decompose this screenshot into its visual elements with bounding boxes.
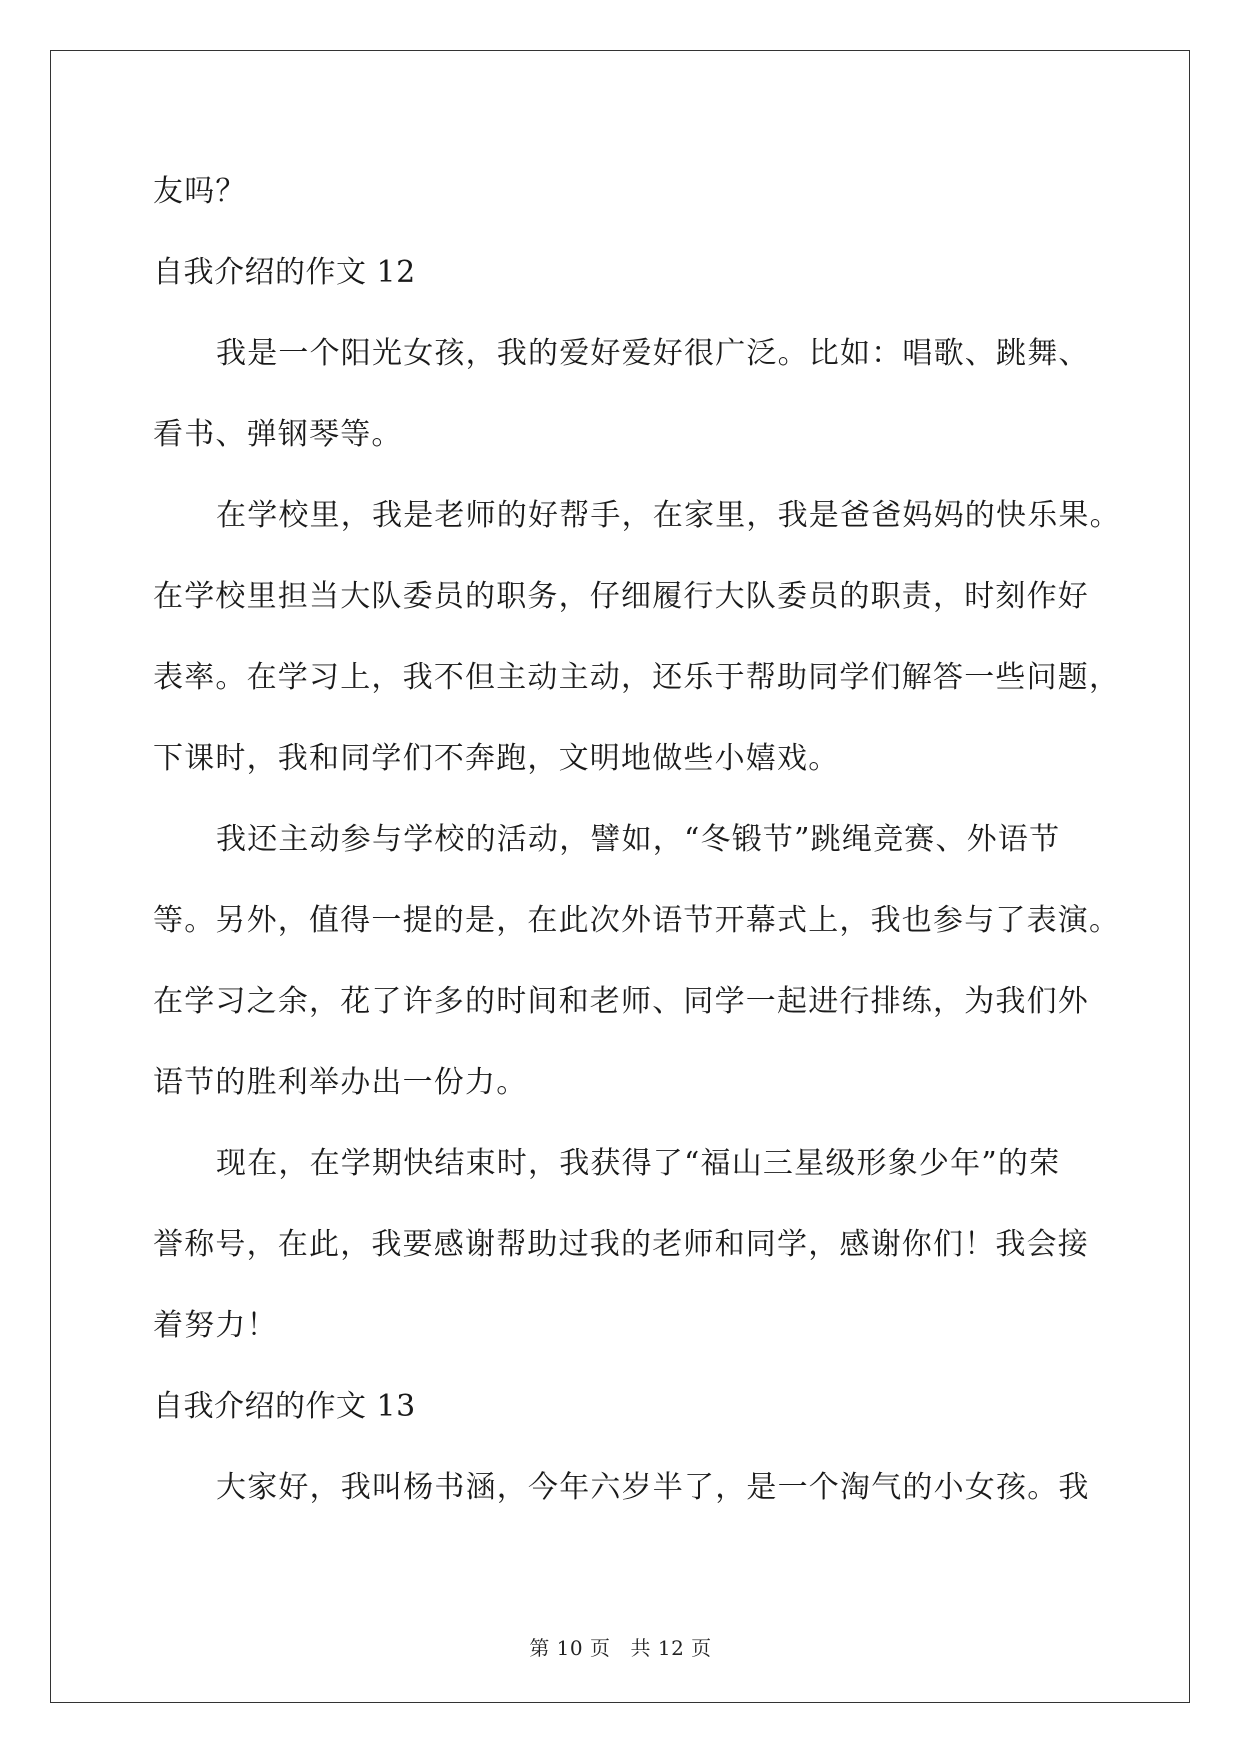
paragraph-line: 在学习之余，花了许多的时间和老师、同学一起进行排练，为我们外 xyxy=(153,984,1089,1019)
section-heading: 自我介绍的作文 12 xyxy=(153,255,416,290)
paragraph-line: 誉称号，在此，我要感谢帮助过我的老师和同学，感谢你们！我会接 xyxy=(153,1227,1089,1262)
section-heading: 自我介绍的作文 13 xyxy=(153,1389,416,1424)
paragraph-line: 语节的胜利举办出一份力。 xyxy=(153,1065,528,1100)
paragraph-line: 着努力！ xyxy=(153,1308,278,1343)
paragraph-line: 友吗？ xyxy=(153,174,247,209)
paragraph-line: 下课时，我和同学们不奔跑，文明地做些小嬉戏。 xyxy=(153,741,840,776)
paragraph-line: 等。另外，值得一提的是，在此次外语节开幕式上，我也参与了表演。 xyxy=(153,903,1121,938)
paragraph-line: 大家好，我叫杨书涵，今年六岁半了，是一个淘气的小女孩。我 xyxy=(216,1470,1090,1505)
page-total: 共 12 页 xyxy=(630,1636,712,1660)
paragraph-line: 表率。在学习上，我不但主动主动，还乐于帮助同学们解答一些问题， xyxy=(153,660,1121,695)
paragraph-line: 看书、弹钢琴等。 xyxy=(153,417,403,452)
page-number: 第 10 页 xyxy=(529,1636,611,1660)
paragraph-line: 我是一个阳光女孩，我的爱好爱好很广泛。比如：唱歌、跳舞、 xyxy=(216,336,1090,371)
paragraph-line: 在学校里担当大队委员的职务，仔细履行大队委员的职责，时刻作好 xyxy=(153,579,1089,614)
document-body xyxy=(153,165,1121,1542)
paragraph-line: 在学校里，我是老师的好帮手，在家里，我是爸爸妈妈的快乐果。 xyxy=(216,498,1121,533)
paragraph-line: 现在，在学期快结束时，我获得了“福山三星级形象少年”的荣 xyxy=(216,1146,1061,1181)
page-footer xyxy=(0,1632,1241,1661)
paragraph-line: 我还主动参与学校的活动，譬如，“冬锻节”跳绳竞赛、外语节 xyxy=(216,822,1061,857)
